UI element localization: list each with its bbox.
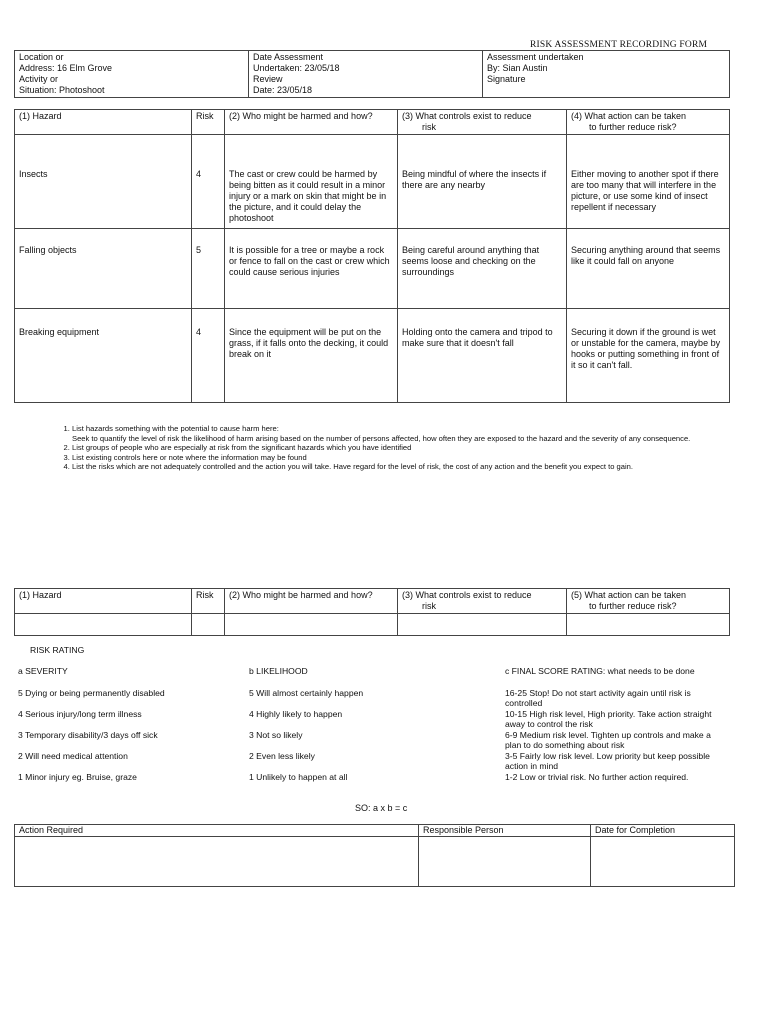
who-cell: It is possible for a tree or maybe a rock or fence to fall on the cast or crew which could cause serious injuries: [225, 229, 398, 309]
address-value: Address: 16 Elm Grove: [19, 63, 113, 73]
activity-label: Activity or: [19, 74, 59, 84]
second-hazard-table: [14, 588, 730, 636]
hazard-header: (1) Hazard: [15, 589, 192, 614]
undertaken-value: Undertaken: 23/05/18: [253, 63, 340, 73]
date-for-completion-header: Date for Completion: [591, 825, 735, 837]
signature-label: Signature: [487, 74, 526, 84]
controls-header-line2: risk: [422, 601, 436, 611]
date-cell[interactable]: [249, 51, 483, 98]
controls-cell: Being mindful of where the insects if there are any nearby: [398, 135, 567, 229]
severity-item: 2 Will need medical attention: [18, 751, 128, 761]
hazard-cell: Insects: [15, 135, 192, 229]
note-1: List hazards something with the potential to cause harm here:: [72, 424, 279, 433]
likelihood-item: 3 Not so likely: [249, 730, 303, 740]
header-table: [14, 50, 730, 98]
action-header-line2: to further reduce risk?: [589, 601, 677, 611]
table-row[interactable]: [15, 309, 730, 403]
hazard-table: [14, 109, 730, 403]
controls-header-line2: risk: [422, 122, 436, 132]
risk-cell: 5: [192, 229, 225, 309]
second-table-header: [15, 589, 730, 614]
empty-cell[interactable]: [225, 614, 398, 636]
likelihood-item: 1 Unlikely to happen at all: [249, 772, 348, 782]
assessor-cell[interactable]: [483, 51, 730, 98]
note-item: [72, 443, 730, 453]
situation-value: Situation: Photoshoot: [19, 85, 105, 95]
action-header-line2: to further reduce risk?: [589, 122, 677, 132]
controls-header-line1: (3) What controls exist to reduce: [402, 111, 532, 121]
action-required-header: Action Required: [15, 825, 419, 837]
who-header: (2) Who might be harmed and how?: [225, 589, 398, 614]
action-cell: Securing it down if the ground is wet or unstable for the camera, maybe by hooks or putting something in front of it so it can't fall.: [567, 309, 730, 403]
form-title: RISK ASSESSMENT RECORDING FORM: [530, 40, 708, 50]
controls-header-line1: (3) What controls exist to reduce: [402, 590, 532, 600]
location-label: Location or: [19, 52, 64, 62]
assessment-label: Assessment undertaken: [487, 52, 584, 62]
action-table-header: [15, 825, 735, 837]
action-required-cell[interactable]: [15, 837, 419, 887]
risk-cell: 4: [192, 309, 225, 403]
final-score-column: [505, 666, 727, 782]
risk-cell: 4: [192, 135, 225, 229]
review-label: Review: [253, 74, 283, 84]
notes-list: [14, 424, 730, 472]
responsible-person-header: Responsible Person: [419, 825, 591, 837]
action-header: [567, 589, 730, 614]
note-1-detail: Seek to quantify the level of risk the likelihood of harm arising based on the number of persons affected, how often they are exposed to the hazard and the severity of any consequence.: [72, 433, 691, 443]
risk-header: Risk: [192, 589, 225, 614]
date-assessment-label: Date Assessment: [253, 52, 324, 62]
controls-cell: Holding onto the camera and tripod to make sure that it doesn't fall: [398, 309, 567, 403]
severity-column: [18, 666, 238, 782]
note-3: List existing controls here or note where the information may be found: [72, 452, 307, 462]
note-item: [72, 424, 730, 443]
note-4: List the risks which are not adequately controlled and the action you will take. Have regard for the level of risk, the cost of any action and the benefit you expect to gain.: [72, 462, 633, 472]
final-score-item: 16-25 Stop! Do not start activity again until risk is controlled: [505, 688, 691, 708]
severity-title: a SEVERITY: [18, 666, 68, 676]
note-item: [72, 462, 730, 472]
table-row[interactable]: [15, 229, 730, 309]
action-header: [567, 110, 730, 135]
assessor-value: By: Sian Austin: [487, 63, 548, 73]
final-score-item: 6-9 Medium risk level. Tighten up controls and make a plan to do something about risk: [505, 730, 711, 750]
final-score-item: 1-2 Low or trivial risk. No further action required.: [505, 772, 689, 782]
controls-cell: Being careful around anything that seems loose and checking on the surroundings: [398, 229, 567, 309]
who-cell: Since the equipment will be put on the grass, if it falls onto the decking, it could break on it: [225, 309, 398, 403]
severity-item: 1 Minor injury eg. Bruise, graze: [18, 772, 137, 782]
responsible-person-cell[interactable]: [419, 837, 591, 887]
hazard-cell: Falling objects: [15, 229, 192, 309]
likelihood-column: [249, 666, 469, 782]
hazard-table-header: [15, 110, 730, 135]
location-cell[interactable]: [15, 51, 249, 98]
empty-cell[interactable]: [15, 614, 192, 636]
risk-header: Risk: [192, 110, 225, 135]
review-date-value: Date: 23/05/18: [253, 85, 313, 95]
likelihood-item: 5 Will almost certainly happen: [249, 688, 364, 698]
date-for-completion-cell[interactable]: [591, 837, 735, 887]
action-header-line1: (4) What action can be taken: [571, 111, 687, 121]
controls-header: [398, 589, 567, 614]
empty-cell[interactable]: [192, 614, 225, 636]
empty-cell[interactable]: [567, 614, 730, 636]
table-row[interactable]: [15, 614, 730, 636]
action-cell: Either moving to another spot if there are too many that will interfere in the picture, or use some kind of insect repellent if necessary: [567, 135, 730, 229]
final-score-item: 3-5 Fairly low risk level. Low priority but keep possible action in mind: [505, 751, 710, 771]
table-row[interactable]: [15, 837, 735, 887]
controls-header: [398, 110, 567, 135]
formula-text: SO: a x b = c: [355, 803, 408, 813]
note-item: [72, 453, 730, 463]
risk-rating-title: RISK RATING: [30, 645, 85, 655]
who-cell: The cast or crew could be harmed by being bitten as it could result in a minor injury or a mark on skin that might be in the picture, and it could delay the photoshoot: [225, 135, 398, 229]
action-cell: Securing anything around that seems like it could fall on anyone: [567, 229, 730, 309]
severity-item: 3 Temporary disability/3 days off sick: [18, 730, 158, 740]
hazard-cell: Breaking equipment: [15, 309, 192, 403]
likelihood-item: 4 Highly likely to happen: [249, 709, 343, 719]
final-score-item: 10-15 High risk level, High priority. Take action straight away to control the risk: [505, 709, 712, 729]
empty-cell[interactable]: [398, 614, 567, 636]
likelihood-title: b LIKELIHOOD: [249, 666, 308, 676]
action-header-line1: (5) What action can be taken: [571, 590, 687, 600]
hazard-header: (1) Hazard: [15, 110, 192, 135]
note-2: List groups of people who are especially at risk from the significant hazards which you have identified: [72, 443, 412, 453]
final-score-title: c FINAL SCORE RATING: what needs to be done: [505, 666, 695, 676]
likelihood-item: 2 Even less likely: [249, 751, 315, 761]
severity-item: 5 Dying or being permanently disabled: [18, 688, 165, 698]
action-table: [14, 824, 735, 887]
table-row[interactable]: [15, 135, 730, 229]
who-header: (2) Who might be harmed and how?: [225, 110, 398, 135]
severity-item: 4 Serious injury/long term illness: [18, 709, 142, 719]
